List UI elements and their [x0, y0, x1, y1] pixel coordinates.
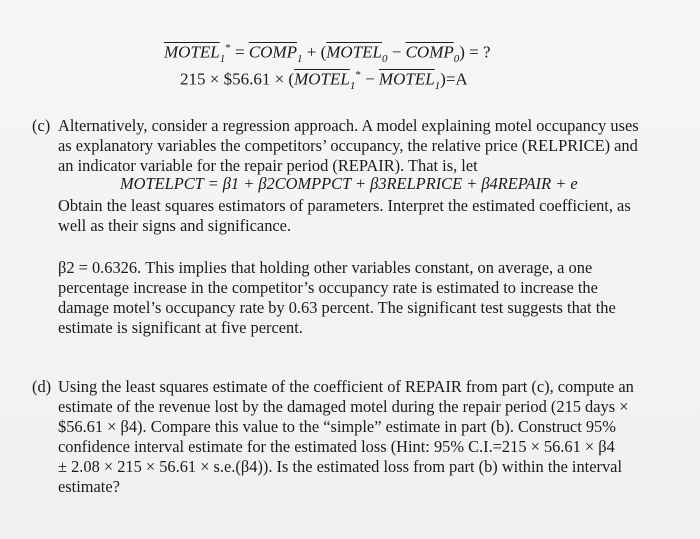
eq1-rhs-a-sub: 1 [297, 53, 303, 66]
part-d-line: confidence interval estimate for the estimated loss (Hint: 95% C.I.=215 × 56.61 × β4 [58, 437, 615, 456]
eq1-lhs-sup: * [225, 42, 231, 54]
eq1-lhs-sub: 1 [219, 53, 226, 66]
answer-line: β2 = 0.6326. This implies that holding other variables constant, on average, a one [58, 258, 593, 277]
answer-line: estimate is significant at five percent. [58, 318, 303, 337]
part-d-line: estimate of the revenue lost by the damaged motel during the repair period (215 days × [58, 397, 629, 416]
part-d-line: $56.61 × β4). Compare this value to the “simple” estimate in part (b). Construct 95% [58, 417, 616, 436]
eq2-a-sup: * [355, 69, 361, 81]
part-c-line: an indicator variable for the repair period (REPAIR). That is, let [58, 156, 478, 175]
eq1-equals: = [234, 42, 249, 62]
regression-model: MOTELPCT = β1 + β2COMPPCT + β3RELPRICE + β4REPAIR + e [120, 174, 578, 193]
eq1-minus: − [387, 42, 406, 62]
part-d-label: (d) [32, 377, 52, 396]
part-c-label: (c) [32, 116, 51, 135]
eq2-b: MOTEL [378, 69, 435, 89]
part-c-line: well as their signs and significance. [58, 216, 292, 235]
part-c-line: Alternatively, consider a regression approach. A model explaining motel occupancy uses [58, 116, 639, 135]
part-c-line: Obtain the least squares estimators of parameters. Interpret the estimated coefficient, as [58, 196, 631, 215]
eq2-a: MOTEL [294, 69, 350, 89]
eq2-tail: )=A [440, 69, 468, 89]
eq1-rhs-c: COMP [405, 42, 454, 62]
eq1-tail: ) = ? [459, 42, 491, 62]
part-d-line: Using the least squares estimate of the coefficient of REPAIR from part (c), compute an [58, 377, 634, 396]
equation-revenue-a [180, 69, 468, 92]
eq1-rhs-c-sub: 0 [453, 53, 460, 66]
eq1-lhs: MOTEL [164, 42, 220, 62]
eq2-a-sub: 1 [349, 80, 356, 93]
eq2-b-sub: 1 [434, 80, 441, 93]
answer-line: damage motel’s occupancy rate by 0.63 percent. The significant test suggests that the [58, 298, 616, 317]
eq1-plus: + ( [302, 42, 327, 62]
eq1-rhs-b-sub: 0 [381, 53, 388, 66]
equation-motel-star [164, 42, 491, 65]
eq2-minus: − [360, 69, 379, 89]
eq1-rhs-b: MOTEL [326, 42, 382, 62]
part-d-line: estimate? [58, 477, 120, 496]
answer-line: percentage increase in the competitor’s occupancy rate is estimated to increase the [58, 278, 598, 297]
part-d-line: ± 2.08 × 215 × 56.61 × s.e.(β4)). Is the estimated loss from part (b) within the interval [58, 457, 622, 476]
part-c-line: as explanatory variables the competitors’ occupancy, the relative price (RELPRICE) and [58, 136, 638, 155]
eq2-lead: 215 × $56.61 × ( [180, 69, 295, 89]
eq1-rhs-a: COMP [248, 42, 297, 62]
